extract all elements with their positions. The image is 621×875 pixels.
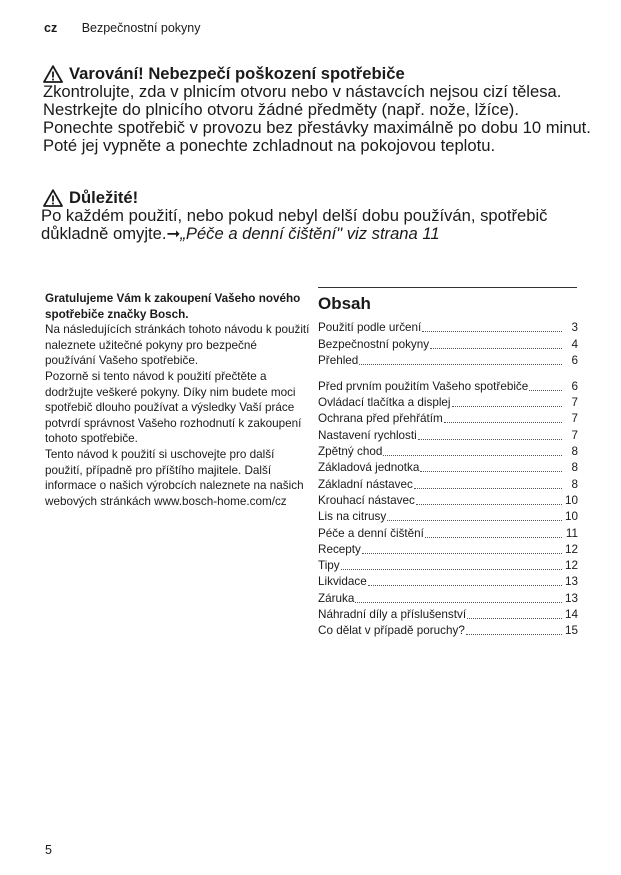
warning-text-runtime: Ponechte spotřebič v provozu bez přestávky maximálně po dobu 10 minut. Poté jej vypněte a ponechte zchladnout na pokojovou teplotu. — [43, 118, 591, 155]
intro-lead: Gratulujeme Vám k zakoupení Vašeho nového spotřebiče značky Bosch. — [45, 292, 301, 321]
toc-entry[interactable] — [318, 459, 578, 475]
toc-entry-page: 10 — [564, 510, 578, 524]
warning-triangle-icon — [43, 65, 63, 83]
toc-entry-page: 6 — [571, 353, 578, 367]
toc-entry-label: Tipy — [318, 559, 340, 573]
toc-entry-page: 11 — [565, 526, 578, 540]
toc-leader-dots — [368, 585, 562, 586]
intro-column — [45, 291, 310, 509]
toc-entry-label: Krouhací nástavec — [318, 493, 415, 507]
intro-paragraph: Na následujících stránkách tohoto návodu k použití naleznete užitečné pokyny pro bezpečné používání Vašeho spotřebiče. — [45, 323, 310, 368]
toc-entry[interactable] — [318, 319, 578, 335]
toc-leader-dots — [420, 471, 562, 472]
section-title: Bezpečnostní pokyny — [81, 21, 201, 35]
page-number: 5 — [45, 843, 52, 857]
toc-entry-label: Péče a denní čištění — [318, 526, 424, 540]
cross-reference: „Péče a denní čištění" viz strana 11 — [180, 224, 440, 243]
toc-entry[interactable] — [318, 475, 578, 491]
toc-entry-page: 7 — [571, 428, 578, 442]
toc-entry[interactable] — [318, 410, 578, 426]
warning-triangle-icon — [43, 189, 63, 207]
toc-entry-page: 13 — [564, 575, 578, 589]
toc-leader-dots — [444, 422, 562, 423]
toc-entry-label: Ovládací tlačítka a displej — [318, 396, 451, 410]
warning-title: Varování! Nebezpečí poškození spotřebiče — [69, 64, 405, 83]
toc-entry-label: Bezpečnostní pokyny — [318, 337, 430, 351]
toc-entry-label: Lis na citrusy — [318, 510, 387, 524]
toc-leader-dots — [359, 364, 562, 365]
toc-entry-page: 6 — [571, 379, 578, 393]
toc-entry-page: 14 — [564, 608, 578, 622]
toc-entry[interactable] — [318, 352, 578, 368]
toc-entry[interactable] — [318, 557, 578, 573]
toc-entry-page: 15 — [564, 624, 578, 638]
warning-text-foreign-bodies: Zkontrolujte, zda v plnicím otvoru nebo v nástavcích nejsou cizí tělesa. Nestrkejte do plnicího otvoru žádné předměty (např. nože, lžíce). — [43, 82, 562, 119]
toc-entry-page: 8 — [571, 461, 578, 475]
toc-entry[interactable] — [318, 573, 578, 589]
toc-entry-page: 12 — [564, 542, 578, 556]
toc-entry-label: Recepty — [318, 542, 361, 556]
toc-title: Obsah — [318, 294, 371, 313]
toc-leader-dots — [383, 455, 562, 456]
toc-entry-label: Ochrana před přehřátím — [318, 412, 443, 426]
toc-entry[interactable] — [318, 368, 578, 394]
intro-paragraph: Tento návod k použití si uschovejte pro další použití, případně pro příštího majitele. Další informace o našich výrobcích naleznete na našich webových stránkách www.bosch-home.com/cz — [45, 447, 304, 508]
running-header — [44, 21, 201, 35]
toc-entry[interactable] — [318, 394, 578, 410]
toc-leader-dots — [414, 488, 562, 489]
toc-entry-label: Záruka — [318, 591, 355, 605]
toc-leader-dots — [452, 406, 562, 407]
toc-entry[interactable] — [318, 335, 578, 351]
toc-leader-dots — [418, 439, 562, 440]
toc-entry[interactable] — [318, 622, 578, 638]
toc-leader-dots — [425, 537, 562, 538]
toc-leader-dots — [341, 569, 562, 570]
table-of-contents — [318, 287, 578, 638]
toc-entry-page: 10 — [564, 493, 578, 507]
important-notice — [41, 189, 601, 243]
toc-leader-dots — [387, 520, 562, 521]
toc-list — [318, 319, 578, 638]
toc-leader-dots — [529, 390, 562, 391]
toc-rule — [318, 287, 577, 288]
toc-leader-dots — [430, 348, 562, 349]
toc-entry-page: 4 — [571, 337, 578, 351]
toc-entry-label: Co dělat v případě poruchy? — [318, 624, 465, 638]
toc-entry[interactable] — [318, 492, 578, 508]
toc-entry[interactable] — [318, 524, 578, 540]
toc-entry-label: Použití podle určení — [318, 321, 422, 335]
toc-entry-label: Likvidace — [318, 575, 367, 589]
toc-entry[interactable] — [318, 606, 578, 622]
toc-leader-dots — [422, 331, 562, 332]
toc-entry[interactable] — [318, 443, 578, 459]
toc-entry-page: 8 — [571, 445, 578, 459]
toc-entry-label: Před prvním použitím Vašeho spotřebiče — [318, 379, 529, 393]
toc-entry-label: Základní nástavec — [318, 477, 413, 491]
toc-entry-page: 7 — [571, 396, 578, 410]
toc-entry-page: 3 — [571, 321, 578, 335]
toc-entry-page: 13 — [564, 591, 578, 605]
damage-warning — [43, 65, 603, 155]
important-text: Po každém použití, nebo pokud nebyl delší dobu používán, spotřebič důkladně omyjte. — [41, 206, 548, 243]
toc-entry[interactable] — [318, 426, 578, 442]
toc-leader-dots — [355, 602, 562, 603]
toc-entry-label: Základová jednotka — [318, 461, 420, 475]
intro-paragraph: Pozorně si tento návod k použití přečtěte a dodržujte veškeré pokyny. Díky nim budete moci spotřebič dlouho používat a výsledky Vaší práce potvrdí správnost Vašeho rozhodnutí k zakoupení tohoto spotřebiče. — [45, 369, 302, 446]
arrow-right-icon: ➞ — [166, 224, 181, 243]
toc-entry-label: Náhradní díly a příslušenství — [318, 608, 467, 622]
toc-leader-dots — [416, 504, 562, 505]
toc-entry-label: Přehled — [318, 353, 359, 367]
toc-entry-page: 7 — [571, 412, 578, 426]
toc-entry-label: Zpětný chod — [318, 445, 383, 459]
toc-entry-page: 12 — [564, 559, 578, 573]
toc-leader-dots — [467, 618, 562, 619]
toc-entry[interactable] — [318, 508, 578, 524]
toc-entry-page: 8 — [571, 477, 578, 491]
toc-entry-label: Nastavení rychlosti — [318, 428, 417, 442]
important-title: Důležité! — [69, 188, 139, 207]
toc-entry[interactable] — [318, 541, 578, 557]
toc-entry[interactable] — [318, 589, 578, 605]
toc-leader-dots — [362, 553, 562, 554]
toc-leader-dots — [466, 634, 562, 635]
language-code: cz — [44, 21, 58, 35]
